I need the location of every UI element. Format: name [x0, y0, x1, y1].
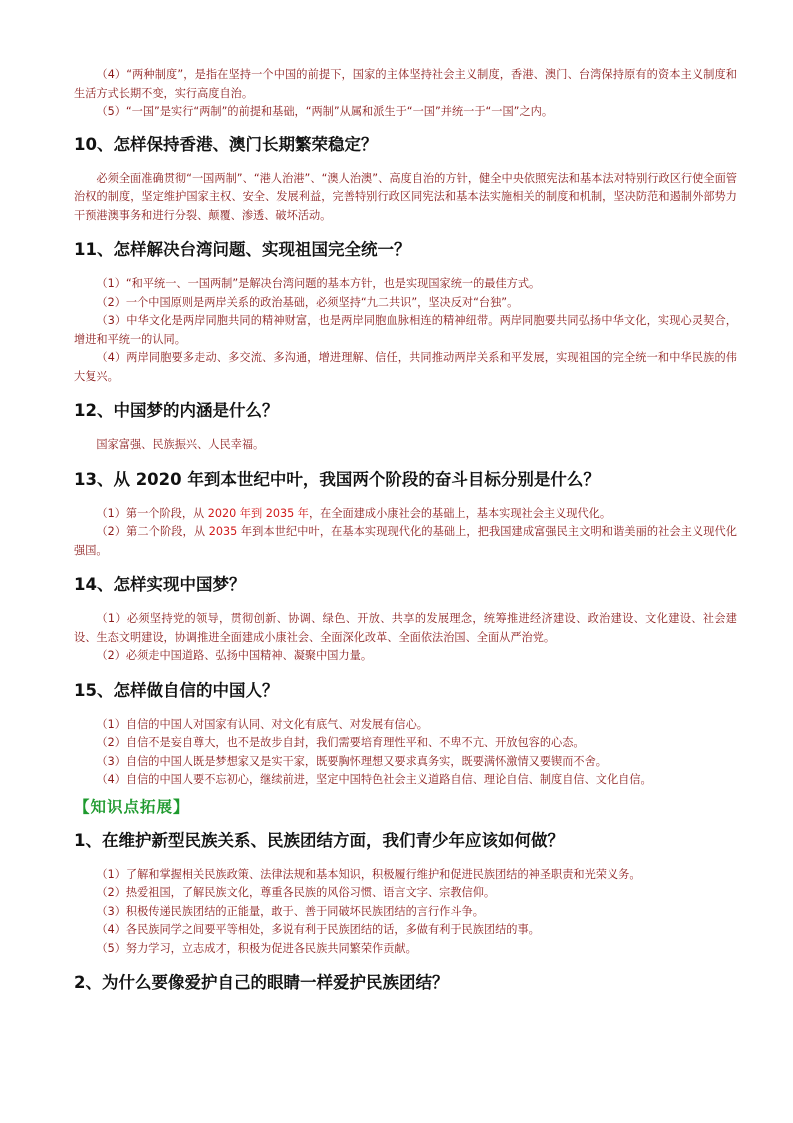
extension-answer-1-point-3: （3）积极传递民族团结的正能量，敢于、善于同破坏民族团结的言行作斗争。: [96, 904, 484, 918]
answer-15-point-2: （2）自信不是妄自尊大，也不是故步自封，我们需要培育理性平和、不卑不亢、开放包容的心态。: [96, 736, 585, 749]
answer-13-point-2-start: （2）第二个阶段，从: [96, 525, 209, 538]
answer-14-point-1: （1）必须坚持党的领导，贯彻创新、协调、绿色、开放、共享的发展理念，统筹推进经济建设、政治建设、文化建设、社会建设、生态文明建设，协调推进全面建成小康社会、全面深化改革、全面依法治国、全面从严治党。: [74, 612, 737, 644]
answer-13-point-2: [74, 523, 737, 560]
question-12-title: 12、中国梦的内涵是什么？: [74, 401, 279, 420]
answer-11-point-1: （1）“和平统一、一国两制”是解决台湾问题的基本方针，也是实现国家统一的最佳方式。: [96, 277, 541, 290]
extension-question-1-title: 1、在维护新型民族关系、民族团结方面，我们青少年应该如何做？: [74, 830, 564, 850]
extension-answer-1-point-5: （5）努力学习，立志成才，积极为促进各民族共同繁荣作贡献。: [96, 941, 417, 955]
answer-13-point-1: [74, 505, 737, 524]
intro-point-5: （5）“一国”是实行“两制”的前提和基础，“两制”从属和派生于“一国”并统一于“一国”之内。: [96, 105, 554, 118]
answer-15-point-4: （4）自信的中国人要不忘初心，继续前进，坚定中国特色社会主义道路自信、理论自信、制度自信、文化自信。: [96, 773, 652, 786]
answer-13-point-1-years: 2020 年到 2035 年: [207, 506, 309, 520]
answer-15-point-1: （1）自信的中国人对国家有认同、对文化有底气、对发展有信心。: [96, 717, 428, 731]
answer-14-point-2: （2）必须走中国道路、弘扬中国精神、凝聚中国力量。: [96, 649, 373, 662]
extension-answer-1-point-2: （2）热爱祖国，了解民族文化，尊重各民族的风俗习惯、语言文字、宗教信仰。: [96, 886, 496, 899]
answer-10-text: 必须全面准确贯彻“一国两制”、“港人治港”、“澳人治澳”、高度自治的方针，健全中央依照宪法和基本法对特别行政区行使全面管治权的制度，坚定维护国家主权、安全、发展利益，完善特别行政区同宪法和基本法实施相关的制度和机制，坚决防范和遏制外部势力干预港澳事务和进行分裂、颠覆、渗透、破坏活动。: [74, 171, 737, 222]
answer-11-point-3: （3）中华文化是两岸同胞共同的精神财富，也是两岸同胞血脉相连的精神纽带。两岸同胞要共同弘扬中华文化，实现心灵契合，增进和平统一的认同。: [74, 314, 737, 346]
question-11-title: 11、怎样解决台湾问题、实现祖国完全统一？: [74, 240, 411, 259]
extension-answer-1-point-1: （1）了解和掌握相关民族政策、法律法规和基本知识，积极履行维护和促进民族团结的神圣职责和光荣义务。: [96, 867, 641, 881]
question-10-title: 10、怎样保持香港、澳门长期繁荣稳定？: [74, 134, 378, 154]
question-13-title: 13、从 2020 年到本世纪中叶，我国两个阶段的奋斗目标分别是什么？: [74, 469, 600, 489]
answer-13-point-2-end: 年到本世纪中叶，在基本实现现代化的基础上，把我国建成富强民主文明和谐美丽的社会主义现代化强国。: [74, 525, 737, 557]
answer-15-point-3: （3）自信的中国人既是梦想家又是实干家，既要胸怀理想又要求真务实，既要满怀激情又要锲而不舍。: [96, 754, 607, 768]
intro-point-4: （4）“两种制度”，是指在坚持一个中国的前提下，国家的主体坚持社会主义制度，香港、澳门、台湾保持原有的资本主义制度和生活方式长期不变，实行高度自治。: [74, 68, 737, 100]
answer-12-text: 国家富强、民族振兴、人民幸福。: [96, 438, 265, 451]
answer-11-point-2: （2）一个中国原则是两岸关系的政治基础，必须坚持“九二共识”，坚决反对“台独”。: [96, 295, 519, 309]
answer-11-point-4: （4）两岸同胞要多走动、多交流、多沟通，增进理解、信任，共同推动两岸关系和平发展，实现祖国的完全统一和中华民族的伟大复兴。: [74, 351, 737, 383]
extension-question-2-title: 2、为什么要像爱护自己的眼睛一样爱护民族团结？: [74, 973, 449, 992]
answer-13-point-1-start: （1）第一个阶段，从: [96, 506, 208, 520]
question-14-title: 14、怎样实现中国梦？: [74, 575, 246, 594]
extension-answer-1-point-4: （4）各民族同学之间要平等相处，多说有利于民族团结的话，多做有利于民族团结的事。: [96, 923, 540, 936]
question-15-title: 15、怎样做自信的中国人？: [74, 680, 279, 700]
answer-13-point-2-year: 2035: [208, 525, 238, 538]
answer-13-point-1-end: ，在全面建成小康社会的基础上，基本实现社会主义现代化。: [308, 506, 612, 520]
extension-heading: 【知识点拓展】: [74, 797, 190, 816]
